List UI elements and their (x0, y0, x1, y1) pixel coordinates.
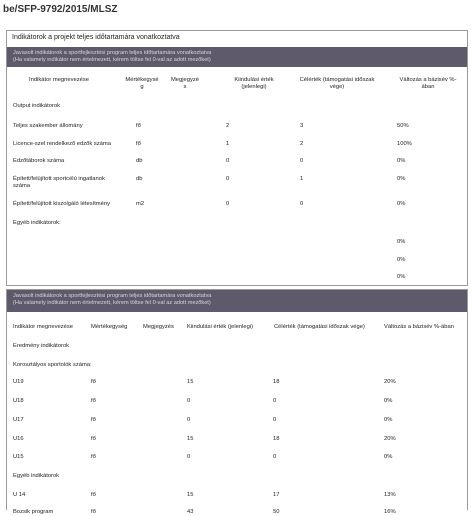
col-header-change: Változás a bázisév %-ában (384, 324, 454, 330)
document-id: be/SFP-9792/2015/MLSZ (3, 4, 118, 15)
band-line-1: Javasolt indikátorok a sportfejlesztési program teljes időtartamára vonatkoztatva (13, 50, 212, 56)
band-line-2: (Ha valamely indikátor nem értelmezett, kérem töltse fel 0-val az adott mezőket) (13, 57, 211, 63)
band-line-1: Javasolt indikátorok a sportfejlesztési program teljes időtartamára vonatkoztatva (13, 293, 212, 299)
col-header-target: Célérték (támogatási időszak vége) (299, 77, 375, 90)
col-header-base: Kiindulási érték (jelenlegi) (234, 77, 274, 90)
band-line-2: (Ha valamely indikátor nem értelmezett, kérem töltse fel 0-val az adott mezőket) (13, 300, 211, 306)
col-header-unit: Mértékegység (91, 324, 128, 330)
section-title: Indikátorok a projekt teljes időtartamára vonatkoztatva (12, 34, 180, 41)
col-header-unit: Mértékegysé g (125, 77, 159, 90)
col-header-name: Indikátor megnevezése (13, 324, 73, 330)
col-header-name: Indikátor megnevezése (29, 77, 89, 83)
col-header-change: Változás a bázisév %- ában (399, 77, 457, 90)
instruction-band (7, 47, 467, 67)
indicator-section-results: Javasolt indikátorok a sportfejlesztési program teljes időtartamára vonatkoztatva (Ha valamely indikátor nem értelmezett, kérem töltse fel 0-val az adott mezőket) Indikátor megnevezése Mértékegység Megjegyzés Kiindulási érték (jelenlegi) Célérték (támogatási időszak vége) Változás a bázisév %-ában Eredmény indikátorok Korosztályos sportolók száma: U19 fő 15 18 20% U18 fő 0 0 0% U17 fő 0 0 0% U16 fő 15 18 20% U15 fő 0 0 0% Egyéb indikátorok U 14 fő 15 17 13% Bozsik program fő 43 50 16% (6, 289, 468, 510)
col-header-note: Megjegyzé s (170, 77, 200, 90)
indicator-section-project: Indikátorok a projekt teljes időtartamára vonatkoztatva Javasolt indikátorok a sportfejlesztési program teljes időtartamára vonatkoztatva (Ha valamely indikátor nem értelmezett, kérem töltse fel 0-val az adott mezőket) Indikátor megnevezése Mértékegysé g Megjegyzé s Kiindulási érték (jelenlegi) Célérték (támogatási időszak vége) Változás a bázisév %- ában Output indikátorok Teljes szakember állomány fő 2 3 50% Licence-szel rendelkező edzők száma fő 1 2 100% Edzőtáborok száma db 0 0 0% Épített/felújított sportcélú ingatlanok száma db 0 1 0% Épített/felújított kiszolgáló létesítmény m2 0 0 0% Egyéb indikátorok: 0% 0% 0% (6, 30, 468, 286)
col-header-note: Megjegyzés (143, 324, 174, 330)
col-header-target: Célérték (támogatási időszak vége) (274, 324, 365, 330)
instruction-band (7, 290, 467, 312)
col-header-base: Kiindulási érték (jelenlegi) (187, 324, 254, 330)
